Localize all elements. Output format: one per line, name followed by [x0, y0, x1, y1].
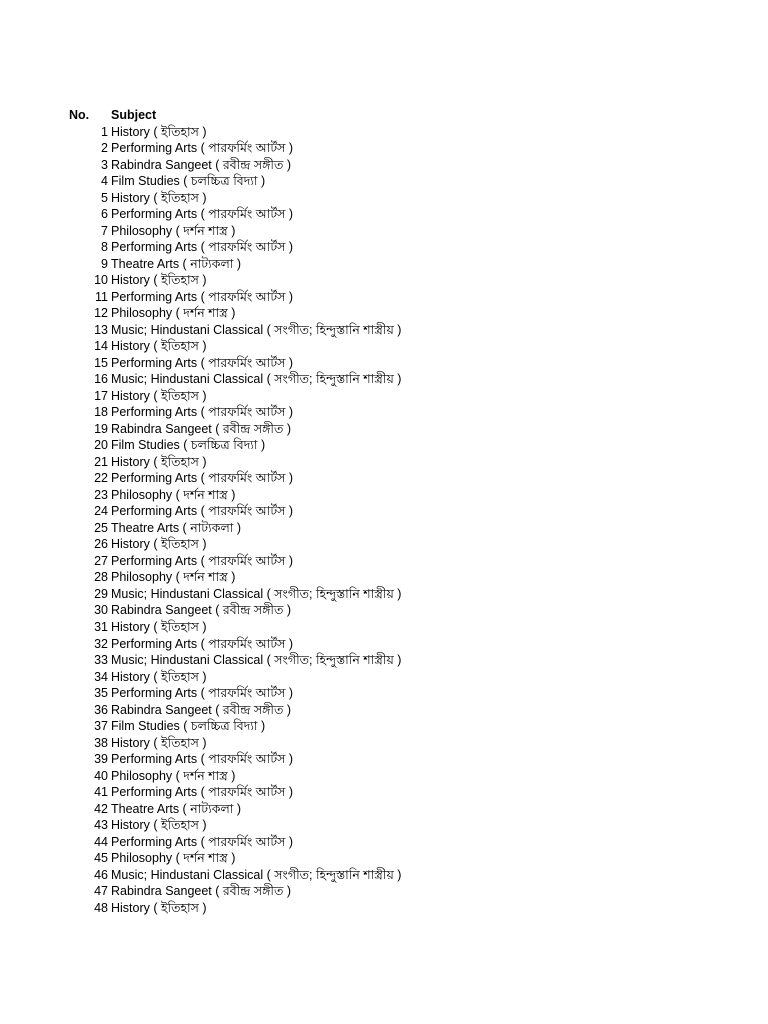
row-number: 18 [94, 405, 108, 420]
table-row [0, 272, 768, 289]
table-row [0, 437, 768, 454]
row-subject: Performing Arts ( পারফর্মিং আর্টস ) [111, 553, 294, 568]
row-subject: Philosophy ( দর্শন শাস্ত্র ) [111, 306, 236, 321]
row-subject: History ( ইতিহাস ) [111, 900, 207, 915]
row-subject: Film Studies ( চলচ্চিত্র বিদ্যা ) [111, 174, 266, 189]
table-row [0, 702, 768, 719]
table-row [0, 685, 768, 702]
row-subject: Theatre Arts ( নাট্যকলা ) [111, 256, 242, 271]
row-number: 21 [94, 454, 108, 469]
row-number: 5 [101, 190, 108, 205]
row-number: 11 [95, 289, 108, 304]
row-subject: History ( ইতিহাস ) [111, 619, 207, 634]
row-subject: Performing Arts ( পারফর্মিং আর্টস ) [111, 355, 294, 370]
row-subject: Theatre Arts ( নাট্যকলা ) [111, 520, 242, 535]
row-number: 39 [94, 752, 108, 767]
table-row [0, 900, 768, 917]
header-row [0, 107, 768, 124]
table-row [0, 305, 768, 322]
table-body [0, 124, 768, 917]
row-number: 45 [94, 851, 108, 866]
table-row [0, 867, 768, 884]
row-subject: Performing Arts ( পারফর্মিং আর্টস ) [111, 405, 294, 420]
row-subject: Rabindra Sangeet ( রবীন্দ্র সঙ্গীত ) [111, 702, 292, 717]
row-number: 27 [94, 553, 108, 568]
row-number: 13 [94, 322, 108, 337]
row-subject: Rabindra Sangeet ( রবীন্দ্র সঙ্গীত ) [111, 603, 292, 618]
table-row [0, 503, 768, 520]
table-row [0, 140, 768, 157]
table-row [0, 256, 768, 273]
row-number: 43 [94, 818, 108, 833]
table-row [0, 173, 768, 190]
column-header-subject: Subject [111, 108, 157, 122]
row-subject: Performing Arts ( পারফর্মিং আর্টস ) [111, 504, 294, 519]
row-subject: Theatre Arts ( নাট্যকলা ) [111, 801, 242, 816]
row-subject: Performing Arts ( পারফর্মিং আর্টস ) [111, 752, 294, 767]
row-number: 36 [94, 702, 108, 717]
row-subject: History ( ইতিহাস ) [111, 124, 207, 139]
row-number: 24 [94, 504, 108, 519]
row-number: 1 [101, 124, 108, 139]
row-subject: Performing Arts ( পারফর্মিং আর্টস ) [111, 289, 294, 304]
row-number: 22 [94, 471, 108, 486]
table-row [0, 586, 768, 603]
row-subject: Film Studies ( চলচ্চিত্র বিদ্যা ) [111, 719, 266, 734]
row-subject: Philosophy ( দর্শন শাস্ত্র ) [111, 487, 236, 502]
row-number: 12 [94, 306, 108, 321]
row-number: 44 [94, 834, 108, 849]
row-subject: Performing Arts ( পারফর্মিং আর্টস ) [111, 686, 294, 701]
row-number: 42 [94, 801, 108, 816]
table-row [0, 652, 768, 669]
table-row [0, 768, 768, 785]
table-row [0, 751, 768, 768]
table-row [0, 124, 768, 141]
table-row [0, 602, 768, 619]
row-number: 4 [101, 174, 108, 189]
table-row [0, 735, 768, 752]
row-subject: Music; Hindustani Classical ( সংগীত; হিন্দুস্তানি শাস্ত্রীয় ) [111, 653, 402, 668]
row-subject: History ( ইতিহাস ) [111, 735, 207, 750]
row-subject: Philosophy ( দর্শন শাস্ত্র ) [111, 570, 236, 585]
row-number: 23 [94, 487, 108, 502]
row-subject: Music; Hindustani Classical ( সংগীত; হিন্দুস্তানি শাস্ত্রীয় ) [111, 867, 402, 882]
table-row [0, 421, 768, 438]
row-subject: Performing Arts ( পারফর্মিং আর্টস ) [111, 834, 294, 849]
row-subject: History ( ইতিহাস ) [111, 388, 207, 403]
table-row [0, 883, 768, 900]
table-row [0, 322, 768, 339]
row-subject: Performing Arts ( পারফর্মিং আর্টস ) [111, 471, 294, 486]
row-number: 38 [94, 735, 108, 750]
row-subject: Performing Arts ( পারফর্মিং আর্টস ) [111, 636, 294, 651]
row-subject: Music; Hindustani Classical ( সংগীত; হিন্দুস্তানি শাস্ত্রীয় ) [111, 322, 402, 337]
row-subject: Rabindra Sangeet ( রবীন্দ্র সঙ্গীত ) [111, 421, 292, 436]
row-number: 35 [94, 686, 108, 701]
row-number: 15 [94, 355, 108, 370]
row-subject: History ( ইতিহাস ) [111, 339, 207, 354]
row-number: 47 [94, 884, 108, 899]
table-row [0, 536, 768, 553]
table-row [0, 619, 768, 636]
table-row [0, 157, 768, 174]
table-row [0, 206, 768, 223]
row-number: 46 [94, 867, 108, 882]
row-number: 7 [101, 223, 108, 238]
row-number: 33 [94, 653, 108, 668]
row-subject: History ( ইতিহাস ) [111, 454, 207, 469]
row-subject: Performing Arts ( পারফর্মিং আর্টস ) [111, 240, 294, 255]
row-number: 9 [101, 256, 108, 271]
row-number: 32 [94, 636, 108, 651]
row-number: 17 [94, 388, 108, 403]
table-row [0, 470, 768, 487]
row-subject: Music; Hindustani Classical ( সংগীত; হিন্দুস্তানি শাস্ত্রীয় ) [111, 372, 402, 387]
row-subject: Rabindra Sangeet ( রবীন্দ্র সঙ্গীত ) [111, 884, 292, 899]
row-subject: History ( ইতিহাস ) [111, 537, 207, 552]
row-subject: Film Studies ( চলচ্চিত্র বিদ্যা ) [111, 438, 266, 453]
row-number: 26 [94, 537, 108, 552]
row-subject: Performing Arts ( পারফর্মিং আর্টস ) [111, 785, 294, 800]
column-header-no: No. [69, 108, 90, 122]
table-row [0, 371, 768, 388]
row-subject: History ( ইতিহাস ) [111, 190, 207, 205]
table-row [0, 239, 768, 256]
row-subject: Rabindra Sangeet ( রবীন্দ্র সঙ্গীত ) [111, 157, 292, 172]
row-number: 41 [94, 785, 108, 800]
row-number: 25 [94, 520, 108, 535]
table-row [0, 569, 768, 586]
table-row [0, 223, 768, 240]
table-row [0, 718, 768, 735]
table-row [0, 553, 768, 570]
table-row [0, 338, 768, 355]
row-number: 31 [94, 619, 108, 634]
row-number: 28 [94, 570, 108, 585]
row-number: 19 [94, 421, 108, 436]
row-number: 20 [94, 438, 108, 453]
row-subject: History ( ইতিহাস ) [111, 273, 207, 288]
table-row [0, 190, 768, 207]
table-row [0, 784, 768, 801]
row-subject: Philosophy ( দর্শন শাস্ত্র ) [111, 223, 236, 238]
row-number: 29 [94, 586, 108, 601]
table-row [0, 289, 768, 306]
row-subject: Philosophy ( দর্শন শাস্ত্র ) [111, 768, 236, 783]
table-row [0, 801, 768, 818]
row-subject: History ( ইতিহাস ) [111, 818, 207, 833]
table-row [0, 850, 768, 867]
table-row [0, 454, 768, 471]
row-subject: Music; Hindustani Classical ( সংগীত; হিন্দুস্তানি শাস্ত্রীয় ) [111, 586, 402, 601]
table-row [0, 636, 768, 653]
row-number: 6 [101, 207, 108, 222]
table-row [0, 487, 768, 504]
table-row [0, 669, 768, 686]
row-subject: History ( ইতিহাস ) [111, 669, 207, 684]
row-number: 2 [101, 141, 108, 156]
row-number: 37 [94, 719, 108, 734]
table-row [0, 404, 768, 421]
row-subject: Performing Arts ( পারফর্মিং আর্টস ) [111, 207, 294, 222]
row-number: 40 [94, 768, 108, 783]
row-number: 16 [94, 372, 108, 387]
subject-table [0, 107, 768, 916]
row-number: 34 [94, 669, 108, 684]
table-row [0, 834, 768, 851]
table-row [0, 520, 768, 537]
table-row [0, 355, 768, 372]
table-row [0, 388, 768, 405]
row-number: 48 [94, 900, 108, 915]
row-number: 8 [101, 240, 108, 255]
row-number: 10 [94, 273, 108, 288]
row-number: 3 [101, 157, 108, 172]
row-number: 14 [94, 339, 108, 354]
row-subject: Philosophy ( দর্শন শাস্ত্র ) [111, 851, 236, 866]
row-number: 30 [94, 603, 108, 618]
table-row [0, 817, 768, 834]
row-subject: Performing Arts ( পারফর্মিং আর্টস ) [111, 141, 294, 156]
